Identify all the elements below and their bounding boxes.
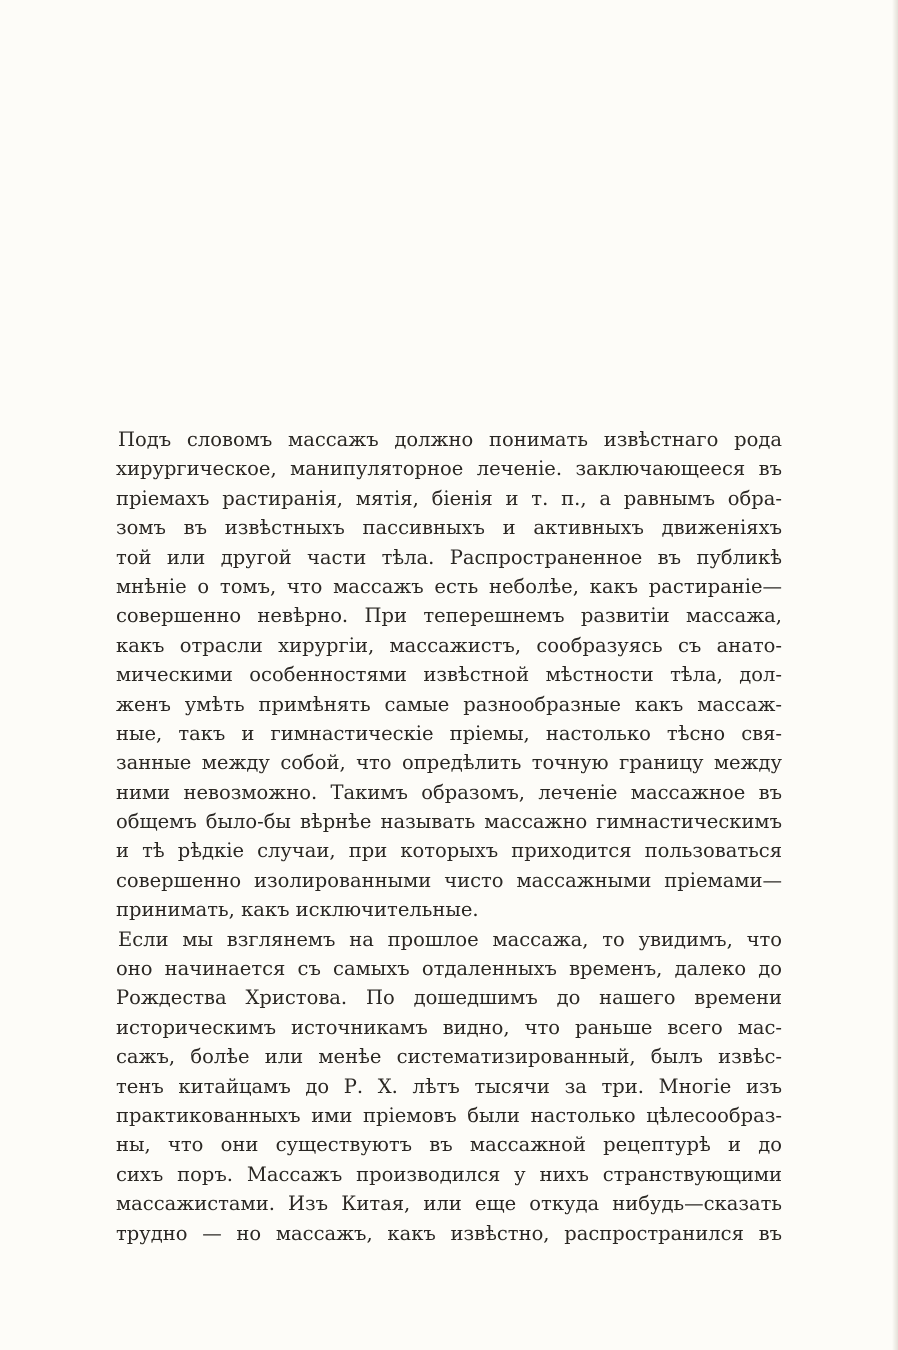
text-line: хирургическое, манипуляторное леченіе. заключающееся въ <box>116 457 782 481</box>
text-line: Если мы взглянемъ на прошлое массажа, то увидимъ, что <box>118 927 782 951</box>
text-line: Рождества Христова. По дошедшимъ до нашего времени <box>116 986 782 1010</box>
text-line: ними невозможно. Такимъ образомъ, леченіе массажное въ <box>116 780 782 804</box>
text-line: мнѣніе о томъ, что массажъ есть неболѣе, какъ растираніе— <box>116 574 782 598</box>
text-line: пріемахъ растиранія, мятія, біенія и т. п., а равнымъ обра- <box>116 486 782 510</box>
text-line: совершенно невѣрно. При теперешнемъ развитіи массажа, <box>116 604 782 628</box>
text-line: оно начинается съ самыхъ отдаленныхъ временъ, далеко до <box>116 957 782 981</box>
text-line: мическими особенностями извѣстной мѣстности тѣла, дол- <box>116 663 782 687</box>
page-edge-shadow <box>892 0 898 1350</box>
text-line: общемъ было-бы вѣрнѣе называть массажно гимнастическимъ <box>116 810 782 834</box>
text-line: тенъ китайцамъ до Р. Х. лѣтъ тысячи за три. Многіе изъ <box>116 1074 782 1098</box>
text-line: практикованныхъ ими пріемовъ были настолько цѣлесообраз- <box>116 1103 782 1127</box>
text-line: занные между собой, что опредѣлить точную границу между <box>116 751 782 775</box>
text-line: зомъ въ извѣстныхъ пассивныхъ и активныхъ движеніяхъ <box>116 516 782 540</box>
text-line: принимать, какъ исключительные. <box>116 898 479 922</box>
paragraph-1 <box>116 425 782 925</box>
text-line: какъ отрасли хирургіи, массажистъ, сообразуясь съ анато- <box>116 633 782 657</box>
text-line: и тѣ рѣдкіе случаи, при которыхъ приходится пользоваться <box>116 839 782 863</box>
text-line: сихъ поръ. Массажъ производился у нихъ странствующими <box>116 1162 782 1186</box>
text-line: женъ умѣть примѣнять самые разнообразные какъ массаж- <box>116 692 782 716</box>
text-line: совершенно изолированными чисто массажными пріемами— <box>116 868 782 892</box>
text-line: ны, что они существуютъ въ массажной рецептурѣ и до <box>116 1133 782 1157</box>
text-line: ные, такъ и гимнастическіе пріемы, настолько тѣсно свя- <box>116 721 782 745</box>
text-line: Подъ словомъ массажъ должно понимать извѣстнаго рода <box>118 428 782 451</box>
text-line: массажистами. Изъ Китая, или еще откуда нибудь—сказать <box>116 1192 782 1216</box>
text-line: той или другой части тѣла. Распространенное въ публикѣ <box>116 545 782 569</box>
text-line: трудно — но массажъ, какъ извѣстно, распространился въ <box>116 1221 782 1245</box>
paragraph-2 <box>116 925 782 1248</box>
body-text <box>116 425 782 1248</box>
text-line: историческимъ источникамъ видно, что раньше всего мас- <box>116 1015 782 1039</box>
text-line: сажъ, болѣе или менѣе систематизированный, былъ извѣс- <box>116 1045 782 1069</box>
